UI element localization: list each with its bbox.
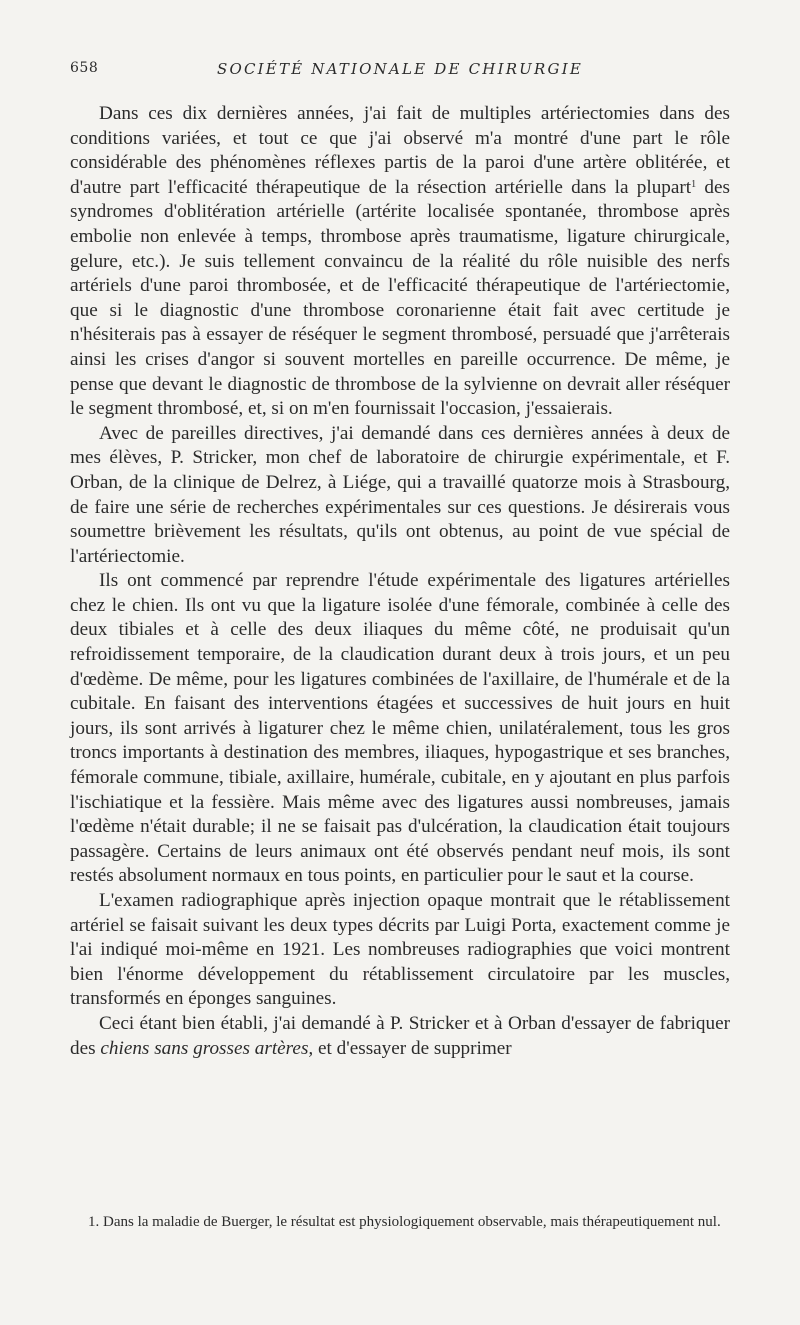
page-number: 658 [70, 60, 99, 76]
body-text [70, 102, 730, 1061]
paragraph-2: Avec de pareilles directives, j'ai demandé dans ces dernières années à deux de mes élèves, P. Stricker, mon chef de laboratoire de chirurgie expérimentale, et F. Orban, de la clinique de Delrez, à Liége, qui a travaillé quatorze mois à Strasbourg, de faire une série de recherches expérimentales sur ces questions. Je désirerais vous soumettre brièvement les résultats, qu'ils ont obtenus, au point de vue spécial de l'artériectomie. [70, 422, 730, 567]
paragraph-3: Ils ont commencé par reprendre l'étude expérimentale des ligatures artérielles chez le chien. Ils ont vu que la ligature isolée d'une fémorale, combinée à celle des deux tibiales et à celle des deux iliaques du même côté, ne produisait qu'un refroidissement temporaire, de la claudication durant deux à trois jours, et un peu d'œdème. De même, pour les ligatures combinées de l'axillaire, de l'humérale et de la cubitale. En faisant des interventions étagées et successives de huit jours en huit jours, ils sont arrivés à ligaturer chez le même chien, unilatéralement, tous les gros troncs importants à destination des membres, iliaques, hypogastrique et ses branches, fémorale commune, tibiale, axillaire, humérale, cubitale, en y ajoutant en plus parfois l'ischiatique et la fessière. Mais même avec des ligatures aussi nombreuses, jamais l'œdème n'était durable; il ne se faisait pas d'ulcération, la claudication était toujours passagère. Certains de leurs animaux ont été observés pendant neuf mois, ils sont restés absolument normaux en tous points, en particulier pour le saut et la course. [70, 570, 730, 887]
paragraph-1 [70, 102, 730, 422]
paragraph-5-text-b: et d'essayer de supprimer [313, 1037, 512, 1059]
running-head: SOCIÉTÉ NATIONALE DE CHIRURGIE [217, 60, 583, 78]
paragraph-5 [70, 1012, 730, 1061]
footnote [70, 1213, 730, 1231]
footnote-text: 1. Dans la maladie de Buerger, le résultat est physiologiquement observable, mais thérapeutiquement nul. [88, 1214, 721, 1230]
paragraph-4: L'examen radiographique après injection opaque montrait que le rétablissement artériel se faisait suivant les deux types décrits par Luigi Porta, exactement comme je l'ai indiqué moi-même en 1921. Les nombreuses radiographies que voici montrent bien l'énorme développement du rétablissement circulatoire par les muscles, transformés en éponges sanguines. [70, 890, 730, 1010]
paragraph-5-italic: chiens sans grosses artères, [100, 1037, 314, 1059]
paragraph-5-text-a: Ceci étant bien établi, j'ai demandé à P. Stricker et à Orban d'essayer de fabriquer des [70, 1012, 730, 1059]
paragraph-1-text-b: des syndromes d'oblitération artérielle (artérite localisée spontanée, thrombose après embolie non enlevée à temps, thrombose après traumatisme, ligature chirurgicale, gelure, etc.). Je suis tellement convaincu de la réalité du rôle nuisible des nerfs artériels d'une paroi thrombosée, et de l'efficacité thérapeutique de l'artériectomie, que si le diagnostic d'une thrombose coronarienne était fait avec certitude je n'hésiterais pas à essayer de réséquer le segment thrombosé, persuadé que j'arrêterais ainsi les crises d'angor si souvent mortelles en pareille occurrence. De même, je pense que devant le diagnostic de thrombose de la sylvienne on devrait aller réséquer le segment thrombosé, et, si on m'en fournissait l'occasion, j'essaierais. [70, 176, 731, 420]
page-header [70, 60, 730, 86]
paragraph-1-text-a: Dans ces dix dernières années, j'ai fait de multiples artériectomies dans des conditions variées, et tout ce que j'ai observé m'a montré d'une part le rôle considérable des phénomènes réflexes partis de la paroi d'une artère oblitérée, et d'autre part l'efficacité thérapeutique de la résection artérielle dans la plupart [70, 103, 730, 198]
footnote-reference: 1 [691, 178, 697, 190]
